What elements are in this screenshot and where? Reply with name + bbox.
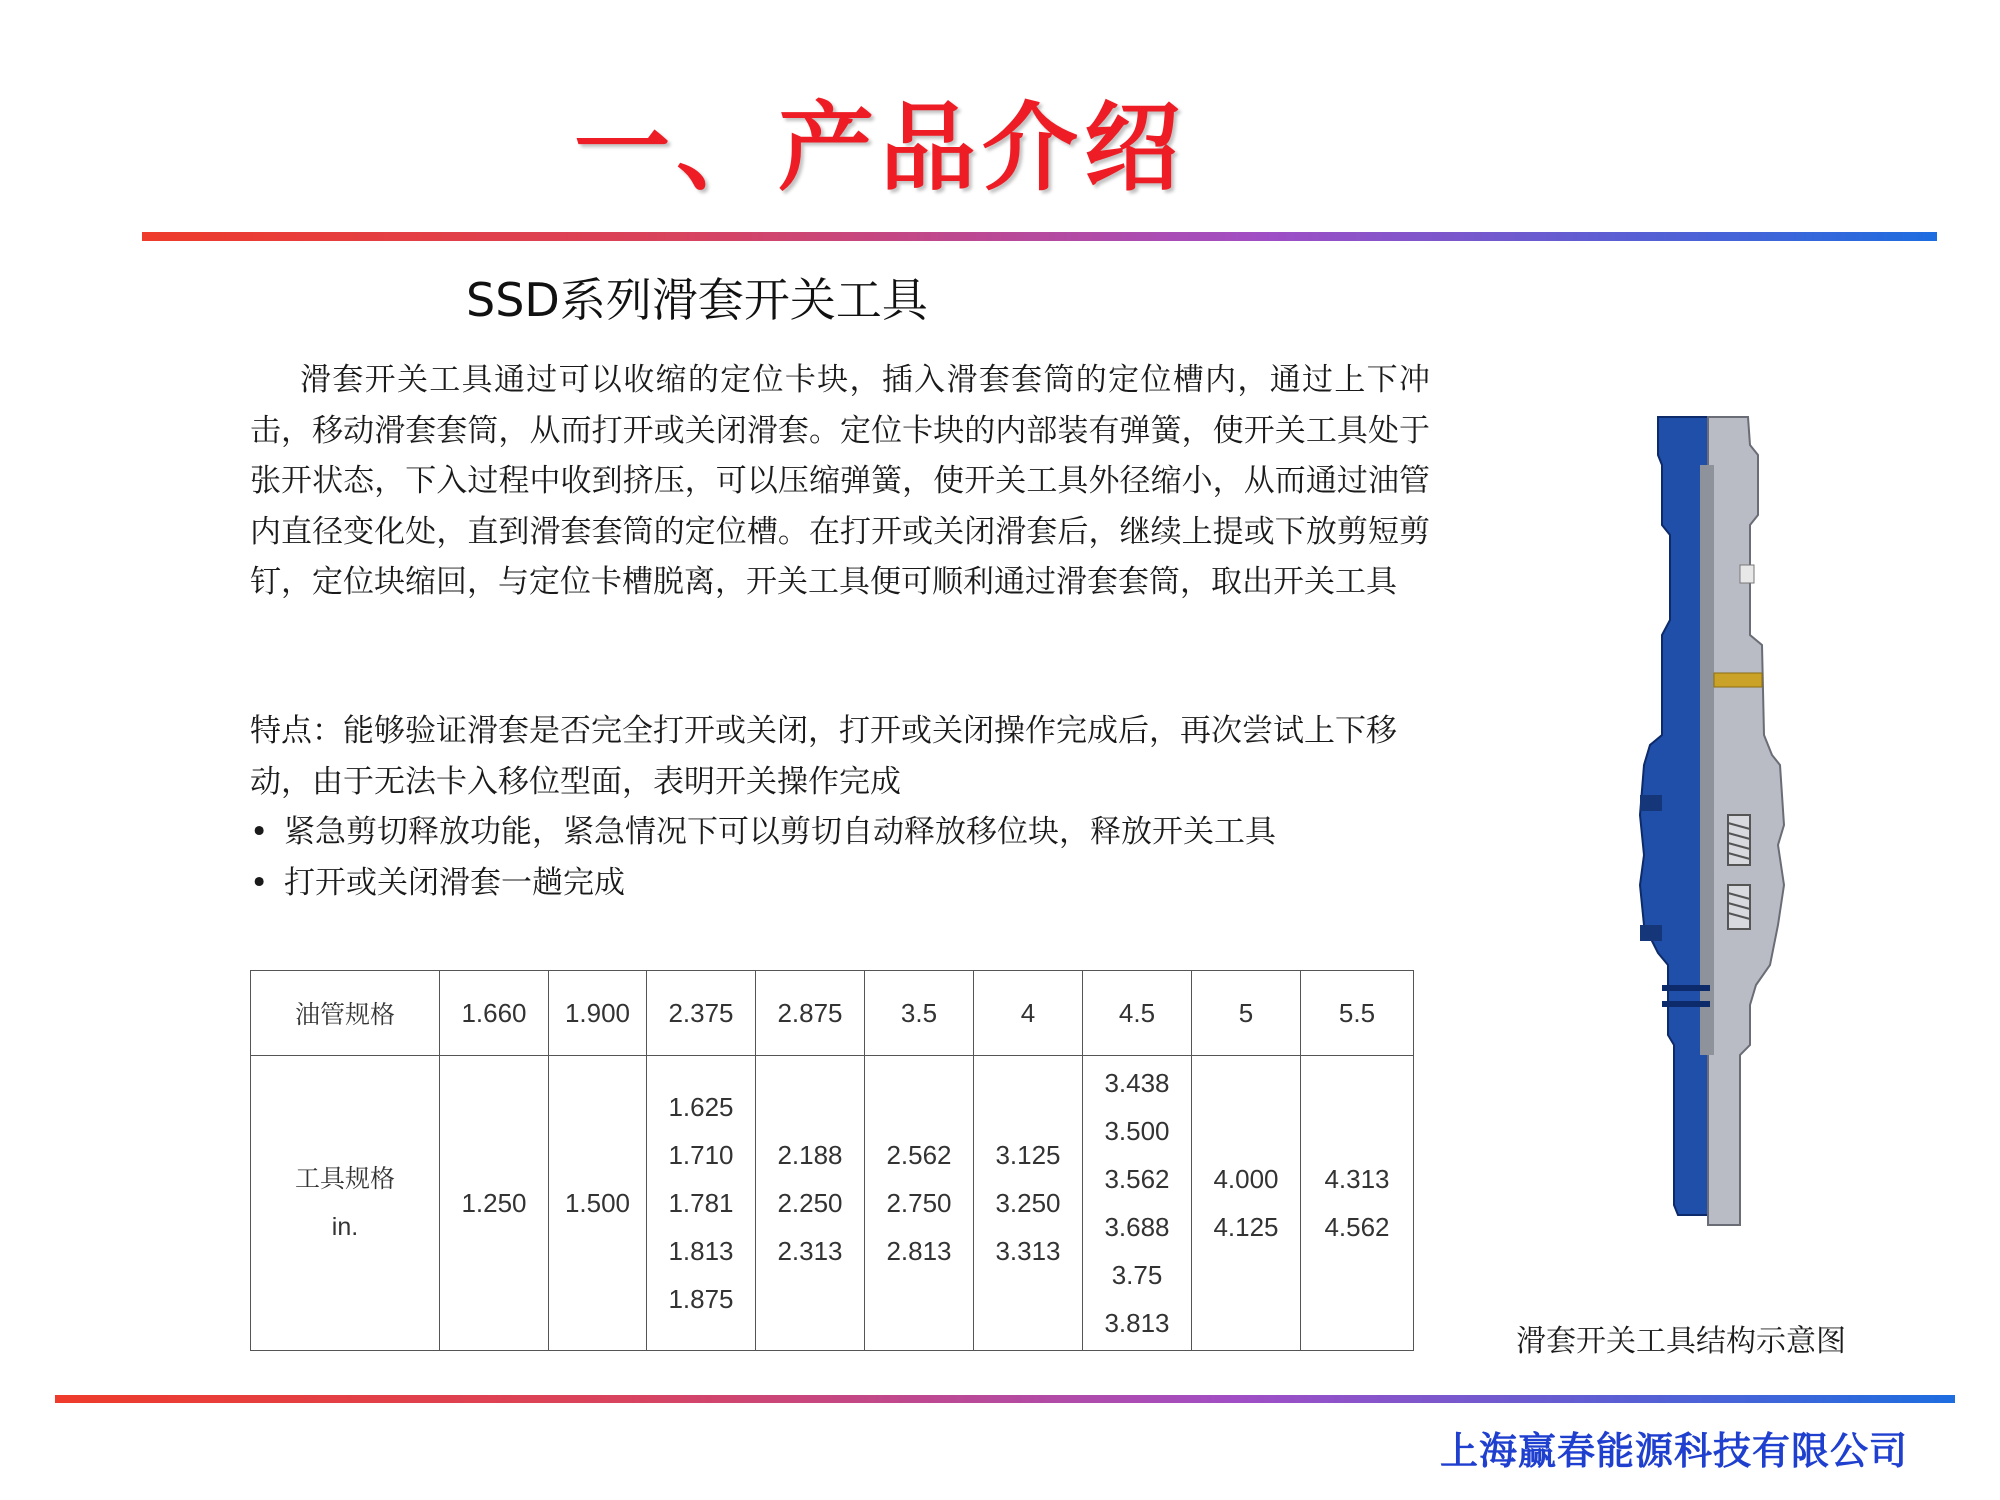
table-cell: 4.000 4.125 bbox=[1192, 1056, 1301, 1351]
table-row bbox=[251, 971, 1414, 1056]
table-cell: 2.375 bbox=[647, 971, 756, 1056]
description-paragraph: 滑套开关工具通过可以收缩的定位卡块，插入滑套套筒的定位槽内，通过上下冲击，移动滑套套筒，从而打开或关闭滑套。定位卡块的内部装有弹簧，使开关工具处于张开状态，下入过程中收到挤压，可以压缩弹簧，使开关工具外径缩小，从而通过油管内直径变化处，直到滑套套筒的定位槽。在打开或关闭滑套后，继续上提或下放剪短剪钉，定位块缩回，与定位卡槽脱离，开关工具便可顺利通过滑套套筒，取出开关工具 bbox=[250, 362, 1430, 600]
tool-spring-lower bbox=[1728, 885, 1750, 929]
table-cell: 4.313 4.562 bbox=[1301, 1056, 1414, 1351]
table-cell: 1.625 1.710 1.781 1.813 1.875 bbox=[647, 1056, 756, 1351]
tool-inner-channel bbox=[1700, 465, 1714, 1055]
table-cell: 2.875 bbox=[756, 971, 865, 1056]
tool-cross-section-diagram bbox=[1600, 405, 1820, 1230]
table-row bbox=[251, 1056, 1414, 1351]
table-cell: 3.5 bbox=[865, 971, 974, 1056]
feature-list bbox=[250, 807, 1276, 908]
tool-groove bbox=[1662, 985, 1710, 991]
section-subtitle: SSD系列滑套开关工具 bbox=[466, 273, 928, 327]
table-cell: 2.188 2.250 2.313 bbox=[756, 1056, 865, 1351]
tool-body-blue bbox=[1640, 417, 1708, 1215]
company-name: 上海赢春能源科技有限公司 bbox=[1440, 1429, 1909, 1473]
list-item bbox=[250, 858, 1276, 909]
table-cell: 1.250 bbox=[440, 1056, 549, 1351]
table-cell: 2.562 2.750 2.813 bbox=[865, 1056, 974, 1351]
page-title: 一、产品介绍 bbox=[574, 92, 1186, 204]
table-cell: 1.900 bbox=[549, 971, 647, 1056]
table-cell: 3.125 3.250 3.313 bbox=[974, 1056, 1083, 1351]
list-item bbox=[250, 807, 1276, 858]
bullet-icon: • bbox=[250, 814, 269, 850]
feature-paragraph: 特点：能够验证滑套是否完全打开或关闭，打开或关闭操作完成后，再次尝试上下移动，由于无法卡入移位型面，表明开关操作完成 bbox=[250, 713, 1397, 800]
row-label-tubing: 油管规格 bbox=[251, 971, 440, 1056]
table-cell: 1.500 bbox=[549, 1056, 647, 1351]
spec-table bbox=[250, 970, 1414, 1351]
table-cell: 5 bbox=[1192, 971, 1301, 1056]
bullet-text: 打开或关闭滑套一趟完成 bbox=[284, 864, 625, 901]
tool-lug bbox=[1640, 925, 1662, 941]
row-label-tool: 工具规格 in. bbox=[251, 1056, 440, 1351]
diagram-caption: 滑套开关工具结构示意图 bbox=[1516, 1324, 1846, 1359]
table-cell: 4 bbox=[974, 971, 1083, 1056]
table-cell: 1.660 bbox=[440, 971, 549, 1056]
tool-lug bbox=[1640, 795, 1662, 811]
tool-brass-ring bbox=[1714, 673, 1762, 687]
bottom-divider bbox=[55, 1395, 1955, 1403]
tool-bolt bbox=[1740, 565, 1754, 583]
bullet-text: 紧急剪切释放功能，紧急情况下可以剪切自动释放移位块，释放开关工具 bbox=[284, 814, 1276, 850]
bullet-icon: • bbox=[250, 864, 269, 901]
tool-spring-upper bbox=[1728, 815, 1750, 865]
table-cell: 3.438 3.500 3.562 3.688 3.75 3.813 bbox=[1083, 1056, 1192, 1351]
top-divider bbox=[142, 232, 1937, 241]
table-cell: 5.5 bbox=[1301, 971, 1414, 1056]
table-cell: 4.5 bbox=[1083, 971, 1192, 1056]
tool-groove bbox=[1662, 1001, 1710, 1007]
